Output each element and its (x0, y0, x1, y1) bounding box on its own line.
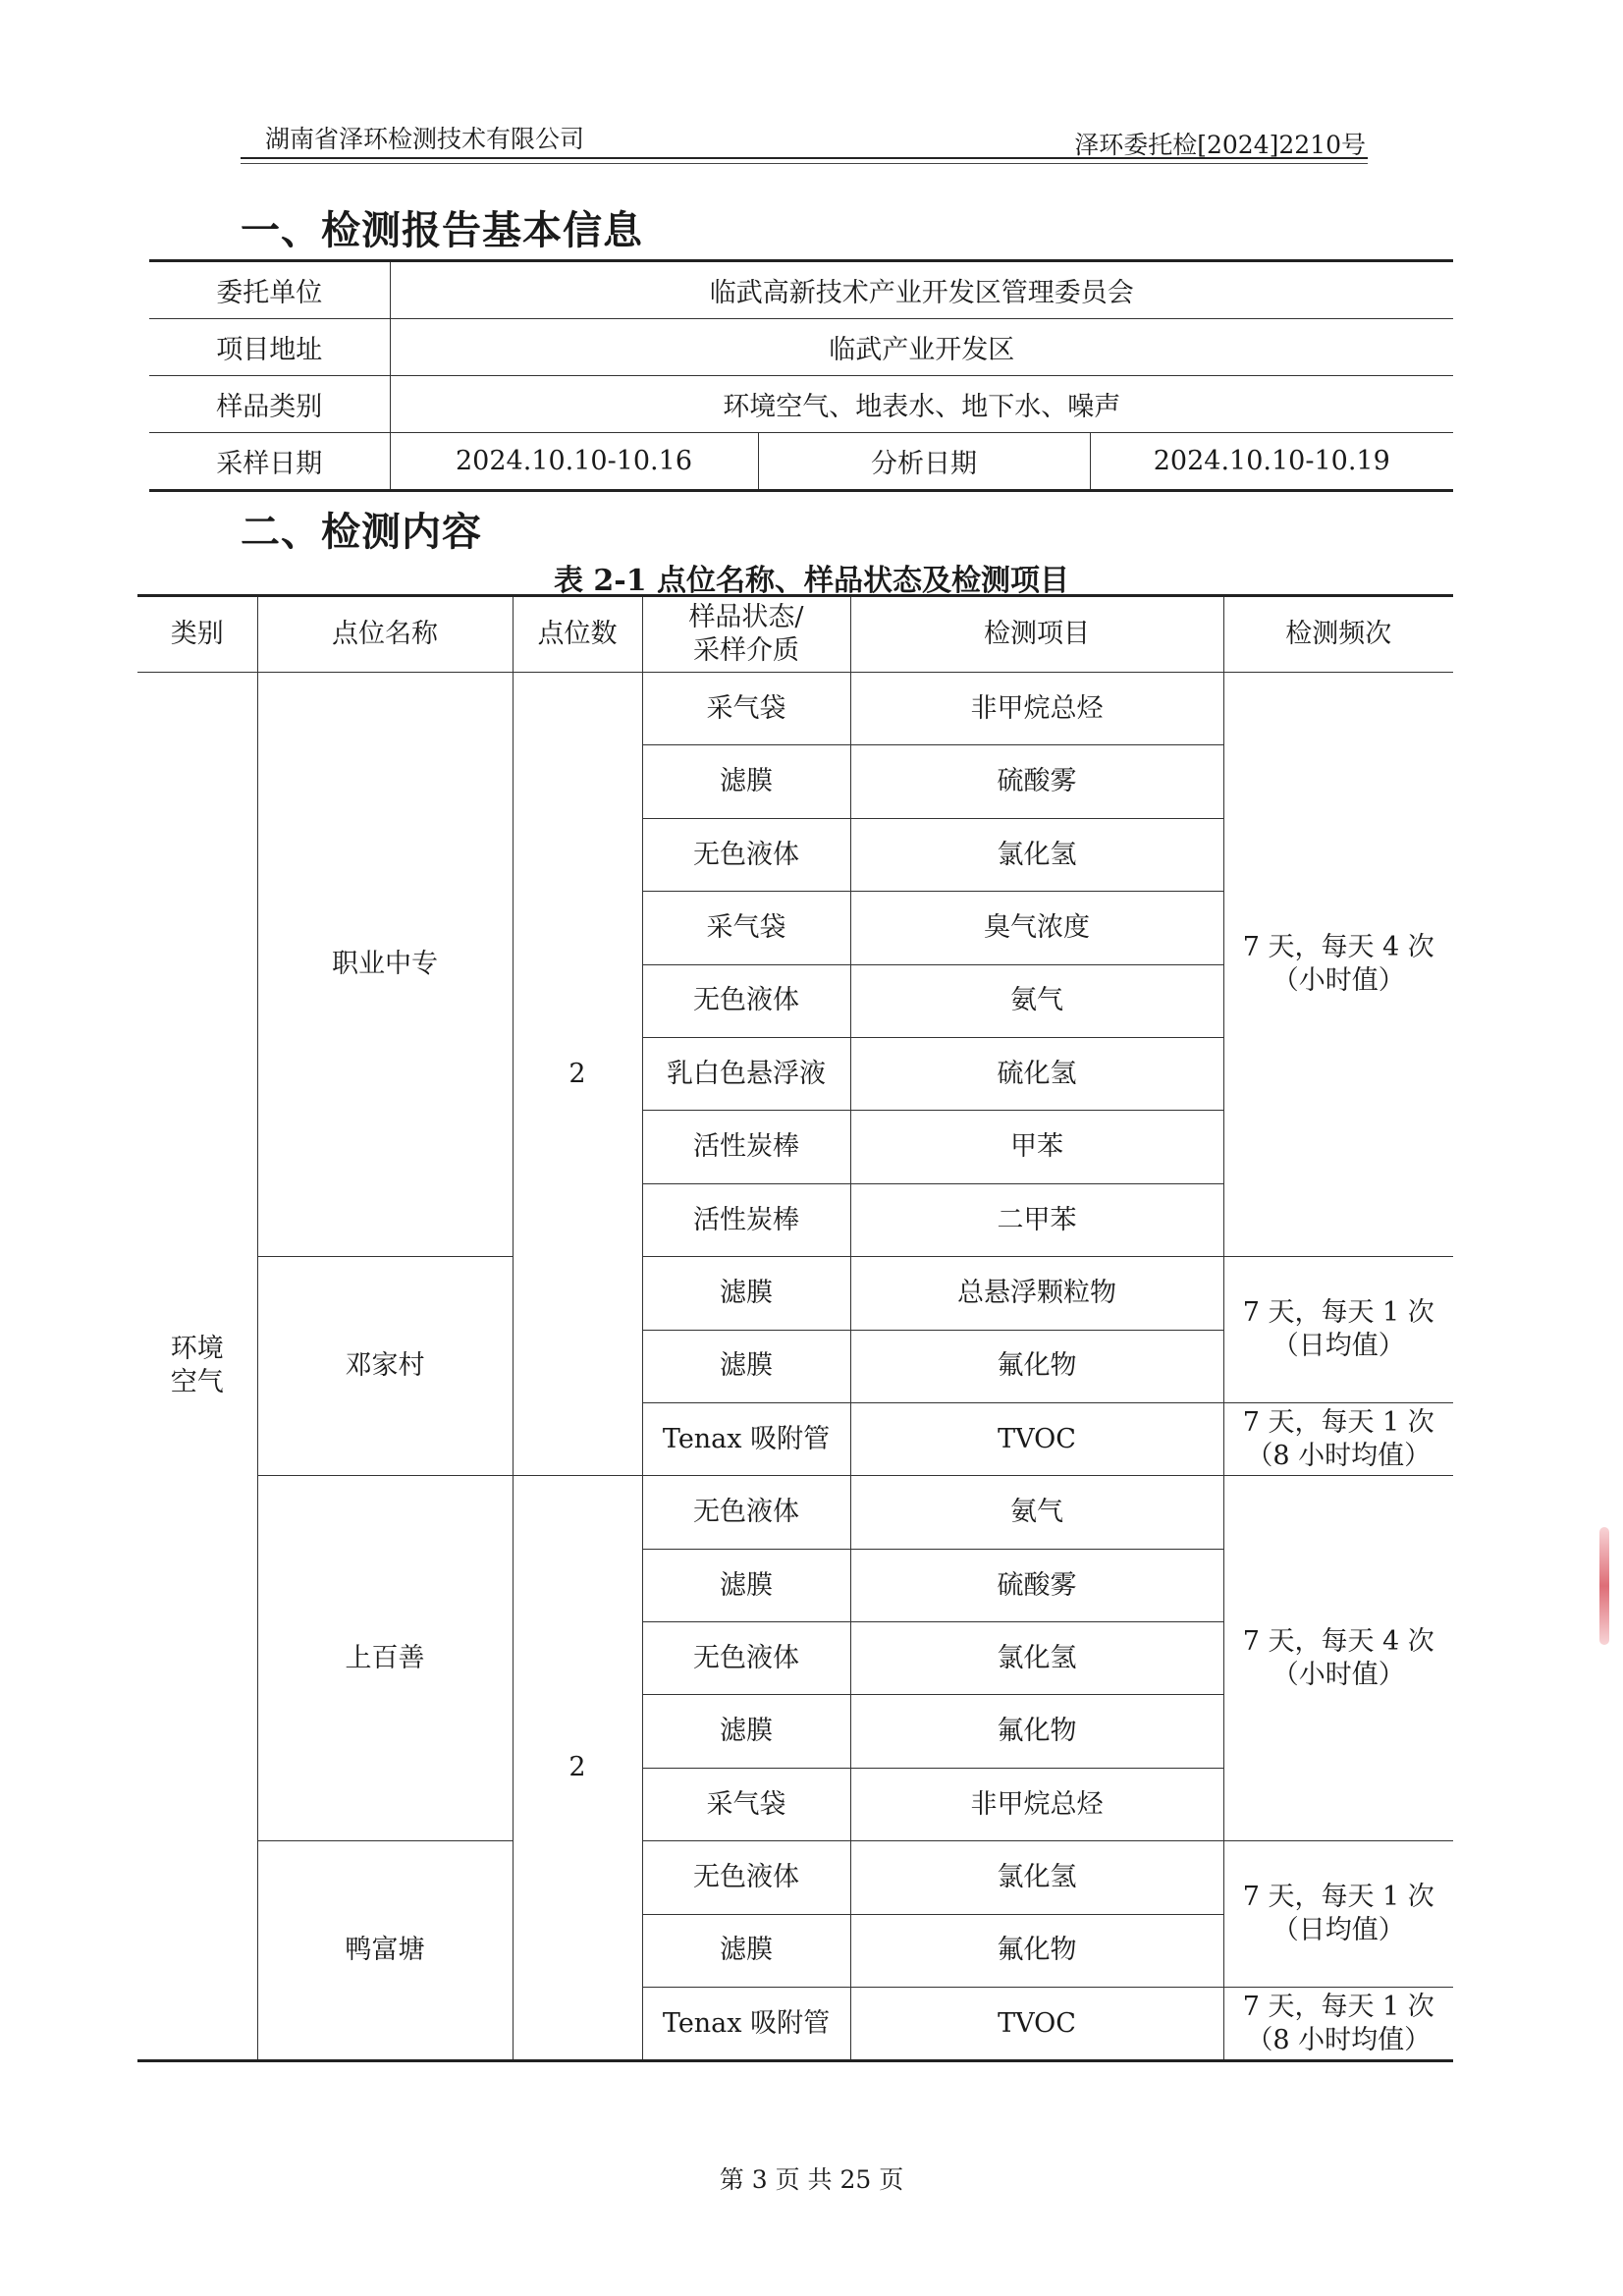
table-row (137, 673, 1453, 745)
item-cell: 非甲烷总烃 (850, 673, 1223, 745)
state-cell: 无色液体 (642, 1841, 850, 1914)
frequency-cell (1223, 1476, 1453, 1841)
state-cell: 无色液体 (642, 964, 850, 1037)
frequency-cell (1223, 673, 1453, 1257)
header-state-line1: 样品状态/ (688, 602, 804, 633)
frequency-line2: （小时值） (1271, 1659, 1405, 1690)
header-item: 检测项目 (850, 596, 1223, 673)
info-label: 项目地址 (149, 319, 390, 376)
frequency-line2: （日均值） (1271, 1331, 1405, 1362)
frequency-line1: 7 天，每天 1 次 (1242, 1406, 1434, 1438)
info-value: 环境空气、地表水、地下水、噪声 (390, 376, 1453, 433)
state-cell: 乳白色悬浮液 (642, 1037, 850, 1110)
info-label: 采样日期 (149, 433, 390, 491)
item-cell: 氨气 (850, 964, 1223, 1037)
section1-title: 一、检测报告基本信息 (241, 207, 643, 253)
section2-title: 二、检测内容 (241, 509, 482, 555)
header-rule (241, 157, 1368, 159)
state-cell: 无色液体 (642, 818, 850, 891)
header-report-number: 泽环委托检[2024]2210号 (1074, 131, 1366, 159)
header-company: 湖南省泽环检测技术有限公司 (265, 125, 585, 153)
frequency-cell (1223, 1402, 1453, 1475)
state-cell: 滤膜 (642, 1549, 850, 1621)
item-cell: 硫酸雾 (850, 1549, 1223, 1621)
state-cell: 活性炭棒 (642, 1183, 850, 1256)
info-label: 委托单位 (149, 261, 390, 319)
category-cell (137, 673, 257, 2061)
info-row-client (149, 261, 1453, 319)
item-cell: 总悬浮颗粒物 (850, 1257, 1223, 1330)
item-cell: 臭气浓度 (850, 892, 1223, 964)
frequency-line1: 7 天，每天 4 次 (1242, 1626, 1434, 1658)
site-cell: 上百善 (257, 1476, 513, 1841)
frequency-line2: （8 小时均值） (1246, 1440, 1432, 1471)
frequency-cell (1223, 1841, 1453, 1988)
item-cell: 氟化物 (850, 1330, 1223, 1402)
header-site: 点位名称 (257, 596, 513, 673)
table-header-row (137, 596, 1453, 673)
info-value: 临武产业开发区 (390, 319, 1453, 376)
category-line2: 空气 (170, 1367, 224, 1398)
site-cell: 邓家村 (257, 1257, 513, 1476)
item-cell: 氨气 (850, 1476, 1223, 1549)
item-cell: 甲苯 (850, 1111, 1223, 1183)
item-cell: 氟化物 (850, 1914, 1223, 1987)
frequency-line2: （小时值） (1271, 965, 1405, 997)
item-cell: 氯化氢 (850, 1841, 1223, 1914)
item-cell: 硫酸雾 (850, 745, 1223, 818)
frequency-line2: （日均值） (1271, 1915, 1405, 1946)
count-cell: 2 (513, 1476, 642, 2061)
header-count: 点位数 (513, 596, 642, 673)
table-row (137, 1476, 1453, 1549)
item-cell: TVOC (850, 1402, 1223, 1475)
state-cell: 无色液体 (642, 1622, 850, 1695)
state-cell: 活性炭棒 (642, 1111, 850, 1183)
info-row-sample-type (149, 376, 1453, 433)
site-cell: 职业中专 (257, 673, 513, 1257)
header-frequency: 检测频次 (1223, 596, 1453, 673)
state-cell: 滤膜 (642, 1257, 850, 1330)
frequency-line2: （8 小时均值） (1246, 2024, 1432, 2055)
item-cell: 氯化氢 (850, 1622, 1223, 1695)
frequency-line1: 7 天，每天 1 次 (1242, 1882, 1434, 1913)
state-cell: 采气袋 (642, 1768, 850, 1840)
site-cell: 鸭富塘 (257, 1841, 513, 2061)
state-cell: 无色液体 (642, 1476, 850, 1549)
header-sample-state (642, 596, 850, 673)
item-cell: 氟化物 (850, 1695, 1223, 1768)
info-label: 样品类别 (149, 376, 390, 433)
state-cell: 滤膜 (642, 1330, 850, 1402)
count-cell: 2 (513, 673, 642, 1476)
info-row-dates (149, 433, 1453, 491)
frequency-cell (1223, 1257, 1453, 1403)
state-cell: 滤膜 (642, 1914, 850, 1987)
state-cell: Tenax 吸附管 (642, 1402, 850, 1475)
table-row (137, 1257, 1453, 1330)
state-cell: 滤膜 (642, 1695, 850, 1768)
state-cell: Tenax 吸附管 (642, 1988, 850, 2061)
info-value: 2024.10.10-10.19 (1090, 433, 1453, 491)
item-cell: 硫化氢 (850, 1037, 1223, 1110)
monitoring-table (137, 594, 1453, 2062)
header-state-line2: 采样介质 (693, 635, 799, 666)
frequency-line1: 7 天，每天 4 次 (1242, 932, 1434, 963)
info-value: 临武高新技术产业开发区管理委员会 (390, 261, 1453, 319)
frequency-line1: 7 天，每天 1 次 (1242, 1297, 1434, 1329)
state-cell: 采气袋 (642, 892, 850, 964)
info-row-address (149, 319, 1453, 376)
page-footer: 第 3 页 共 25 页 (719, 2165, 904, 2194)
info-label: 分析日期 (758, 433, 1090, 491)
item-cell: 二甲苯 (850, 1183, 1223, 1256)
header-category: 类别 (137, 596, 257, 673)
basic-info-table (149, 259, 1453, 492)
table-row (137, 1841, 1453, 1914)
item-cell: 氯化氢 (850, 818, 1223, 891)
frequency-line1: 7 天，每天 1 次 (1242, 1991, 1434, 2022)
category-line1: 环境 (170, 1334, 224, 1365)
state-cell: 滤膜 (642, 745, 850, 818)
seal-edge-mark (1599, 1527, 1609, 1645)
state-cell: 采气袋 (642, 673, 850, 745)
frequency-cell (1223, 1988, 1453, 2061)
header-rule-thin (241, 163, 1368, 164)
table-caption: 表 2-1 点位名称、样品状态及检测项目 (553, 564, 1070, 598)
item-cell: TVOC (850, 1988, 1223, 2061)
info-value: 2024.10.10-10.16 (390, 433, 758, 491)
item-cell: 非甲烷总烃 (850, 1768, 1223, 1840)
